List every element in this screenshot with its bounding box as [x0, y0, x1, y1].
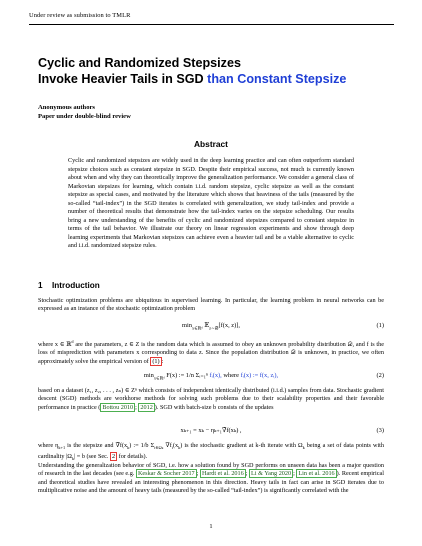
equation-3-number: (3): [376, 427, 384, 434]
abstract-heading: Abstract: [194, 139, 228, 149]
title-line-2: [38, 72, 378, 88]
page-number: 1: [209, 523, 213, 530]
section-number: 1: [38, 281, 43, 290]
equation-3: [38, 426, 384, 436]
authors-block: [38, 104, 131, 121]
running-header: Under review as submission to TMLR: [29, 12, 131, 19]
equation-1: [38, 321, 384, 331]
equation-1-number: (1): [376, 322, 384, 329]
equation-ref-link[interactable]: (1): [152, 357, 160, 365]
section-heading: [38, 281, 100, 290]
equation-2-expression: $\min_{x\in ℝᵈ} F(x)$ := 1/n Σᵢ₌₁ⁿ fᵢ(x), where fᵢ(x) := f(x, zᵢ),: [143, 372, 279, 381]
authors-affiliation: Paper under double-blind review: [38, 112, 131, 120]
citation-bottou-2012[interactable]: 2012: [140, 403, 153, 411]
equation-3-expression: xₖ₊₁ = xₖ − ηₖ₊₁∇̃f(xₖ) ,: [180, 427, 242, 434]
citation-lin[interactable]: Lin et al. 2016: [298, 470, 335, 478]
title-line-2-plain: Invoke Heavier Tails in SGD: [38, 71, 208, 86]
title-line-1: Cyclic and Randomized Stepsizes: [38, 56, 241, 70]
paper-title: [38, 56, 378, 87]
intro-paragraph-4: where $\eta_{k+1}$ is the stepsize and $\nablãf(x_k)$ := 1/b $\Sigma_{i\in\Omega_k}$ $\nabla f_i(x_k)$ is the stochastic gradient at k-th iterate with $\Omega_k$ being a set of data points with cardinality $|\Omega_k| = b$ (see Sec. 2 for details).: [38, 442, 384, 461]
intro-paragraph-5: Understanding the generalization behavior of SGD, i.e. how a solution found by SGD performs on unseen data has been a major question of research in the last decades (see e.g. Keskar & Socher 2017 ; Hardt et al. 2016 ; Li & Yang 2020 ; Lin et al. 2016 ). Recent empirical and theoretical studies have revealed an interesting phenomenon in this direction. Heavy tails in fact can arise in SGD iterates due to multiplicative noise and the amount of heavy tails (measured by the so-called “tail-index”) is significantly correlated with the: [38, 462, 384, 495]
citation-li-yang[interactable]: Li & Yang 2020: [251, 470, 292, 478]
abstract-text: Cyclic and randomized stepsizes are widely used in the deep learning practice and can often outperform standard stepsize choices such as constant stepsize in SGD. Despite their empirical success, not much is currently known about when and why they can theoretically improve the generalization performance. We consider a general class of Markovian stepsizes for learning, which contain i.i.d. random stepsize, cyclic stepsize as well as the constant stepsize as special cases, and motivated by the literature which shows that heaviness of the tails (measured by the so-called “tail-index”) in the SGD iterates is correlated with generalization, we study tail-index and provide a number of theoretical results that demonstrate how the tail-index varies on the stepsize scheduling. Our results bring a new understanding of the benefits of cyclic and randomized stepsizes compared to constant stepsize in terms of the tail behavior. We illustrate our theory on linear regression experiments and show through deep learning experiments that Markovian stepsizes can achieve even a heavier tail and be a viable alternative to cyclic and i.i.d. randomized stepsize rules.: [68, 157, 354, 249]
authors-name: Anonymous authors: [38, 104, 95, 111]
citation-hardt[interactable]: Hardt et al. 2016: [201, 470, 244, 478]
intro-paragraph-3: based on a dataset (z₁, z₂, . . . , zₙ) ∈ Zⁿ which consists of independent identically distributed (i.i.d.) samples from data. Stochastic gradient descent (SGD) methods are workhorse methods for solving such problems due to their scalability properties and their favorable performance in practice ( Bottou 2010 ; 2012 ). SGD with batch-size b consists of the updates: [38, 387, 384, 411]
section-ref-link[interactable]: 2: [112, 452, 116, 460]
equation-1-expression: $\min_{x\in ℝᵈ}$ 𝔼$_{z\sim 𝒟}$[f(x, z)],: [182, 322, 240, 331]
equation-2: [38, 371, 384, 381]
equation-2-number: (2): [376, 372, 384, 379]
citation-keskar-socher[interactable]: Keskar & Socher 2017: [137, 470, 195, 478]
title-line-2-highlight: than Constant Stepsize: [207, 71, 347, 86]
citation-bottou-2010[interactable]: Bottou 2010: [102, 403, 134, 411]
intro-paragraph-2: where x ∈ ℝ$^d$ are the parameters, z ∈ Z is the random data which is assumed to obey an unknown probability distribution 𝒟, and f is the loss of misprediction with parameters x corresponding to data z. Since the population distribution 𝒟 is unknown, in practice, we often approximately solve the empirical version of (1) :: [38, 339, 384, 365]
intro-paragraph-1: Stochastic optimization problems are ubiquitous in supervised learning. In particular, the learning problem in neural networks can be expressed as an instance of the stochastic optimization problem: [38, 297, 384, 313]
section-title: Introduction: [52, 281, 100, 290]
header-rule: [29, 24, 394, 25]
